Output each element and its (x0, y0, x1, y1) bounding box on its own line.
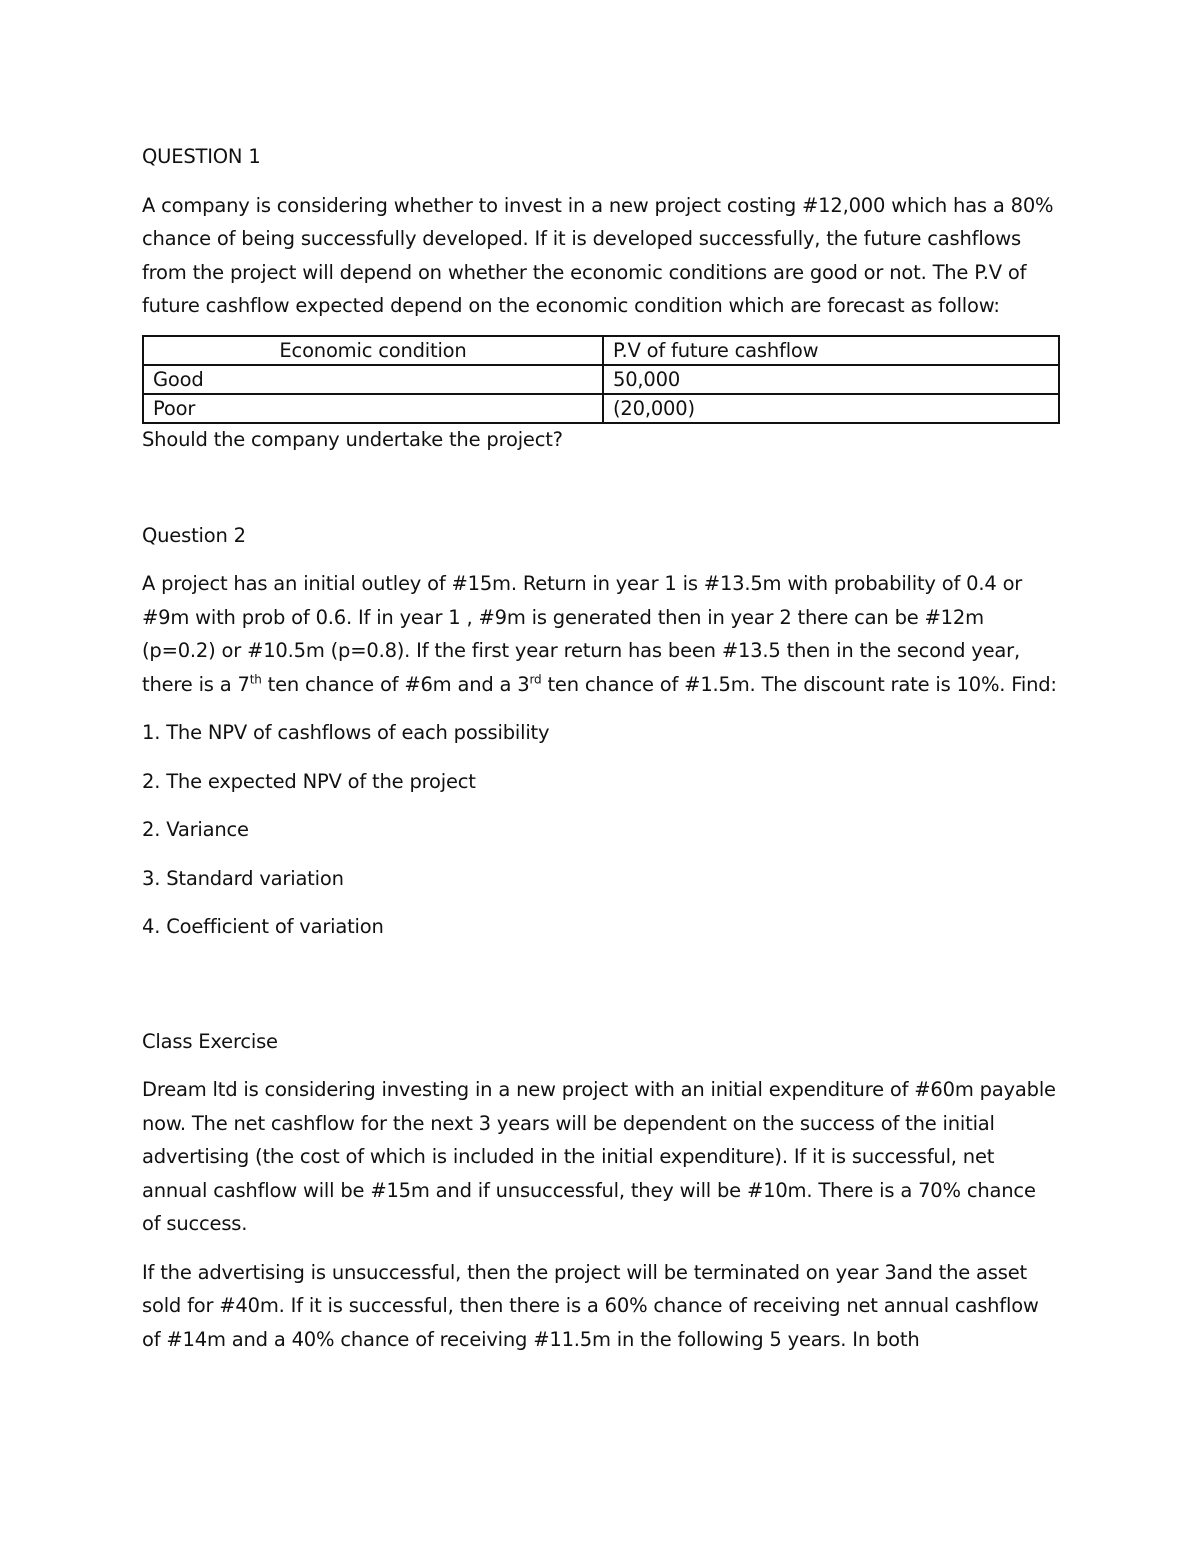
table-cell-value: (20,000) (603, 394, 1059, 423)
question-2-body-part3: ten chance of #1.5m. The discount rate is 10%. Find: (541, 672, 1057, 696)
spacer (142, 455, 1060, 519)
class-exercise-paragraph-2: If the advertising is unsuccessful, then the project will be terminated on year 3and the asset sold for #40m. If it is successful, then there is a 60% chance of receiving net annual cashflow of #14m and a 40% chance of receiving #11.5m in the following 5 years. In both (142, 1260, 1039, 1351)
question-1-heading: QUESTION 1 (142, 145, 261, 168)
cashflow-table (142, 335, 1060, 424)
table-header-row (143, 336, 1059, 365)
question-1-prompt: Should the company undertake the project? (142, 427, 563, 451)
table-cell-value: 50,000 (603, 365, 1059, 394)
table-header-pv-cashflow: P.V of future cashflow (603, 336, 1059, 365)
table-cell-condition: Good (143, 365, 603, 394)
question-2-body (142, 567, 1060, 701)
superscript-rd: rd (529, 672, 542, 686)
question-2-heading: Question 2 (142, 523, 246, 547)
class-exercise-paragraph-1: Dream ltd is considering investing in a new project with an initial expenditure of #60m payable now. The net cashflow for the next 3 years will be dependent on the success of the initial advertising (the cost of which is included in the initial expenditure). If it is successful, net annual cashflow will be #15m and if unsuccessful, they will be #10m. There is a 70% chance of success. (142, 1078, 1056, 1235)
question-1-intro: A company is considering whether to invest in a new project costing #12,000 which has a 80% chance of being successfully developed. If it is developed successfully, the future cashflows from the project will depend on whether the economic conditions are good or not. The P.V of future cashflow expected depend on the economic condition which are forecast as follow: (142, 193, 1054, 317)
table-header-economic-condition: Economic condition (143, 336, 603, 365)
list-item: 2. The expected NPV of the project (142, 769, 476, 793)
class-exercise-heading: Class Exercise (142, 1029, 278, 1053)
list-item: 4. Coefficient of variation (142, 915, 384, 938)
document-content (142, 140, 1060, 1371)
list-item: 2. Variance (142, 818, 249, 841)
superscript-th: th (249, 672, 262, 686)
list-item: 3. Standard variation (142, 866, 344, 890)
table-row (143, 365, 1059, 394)
table-row (143, 394, 1059, 423)
question-2-body-part2: ten chance of #6m and a 3 (261, 672, 530, 696)
question-2-body-part1: A project has an initial outley of #15m. Return in year 1 is #13.5m with probability of 0.4 or #9m with prob of 0.6. If in year 1 , #9m is generated then in year 2 there can be #12m (p=0.2) or #10.5m (p=0.8). If the first year return has been #13.5 then in the second year, there is a 7 (142, 572, 1023, 696)
spacer (142, 959, 1060, 1025)
table-cell-condition: Poor (143, 394, 603, 423)
list-item: 1. The NPV of cashflows of each possibility (142, 721, 550, 744)
